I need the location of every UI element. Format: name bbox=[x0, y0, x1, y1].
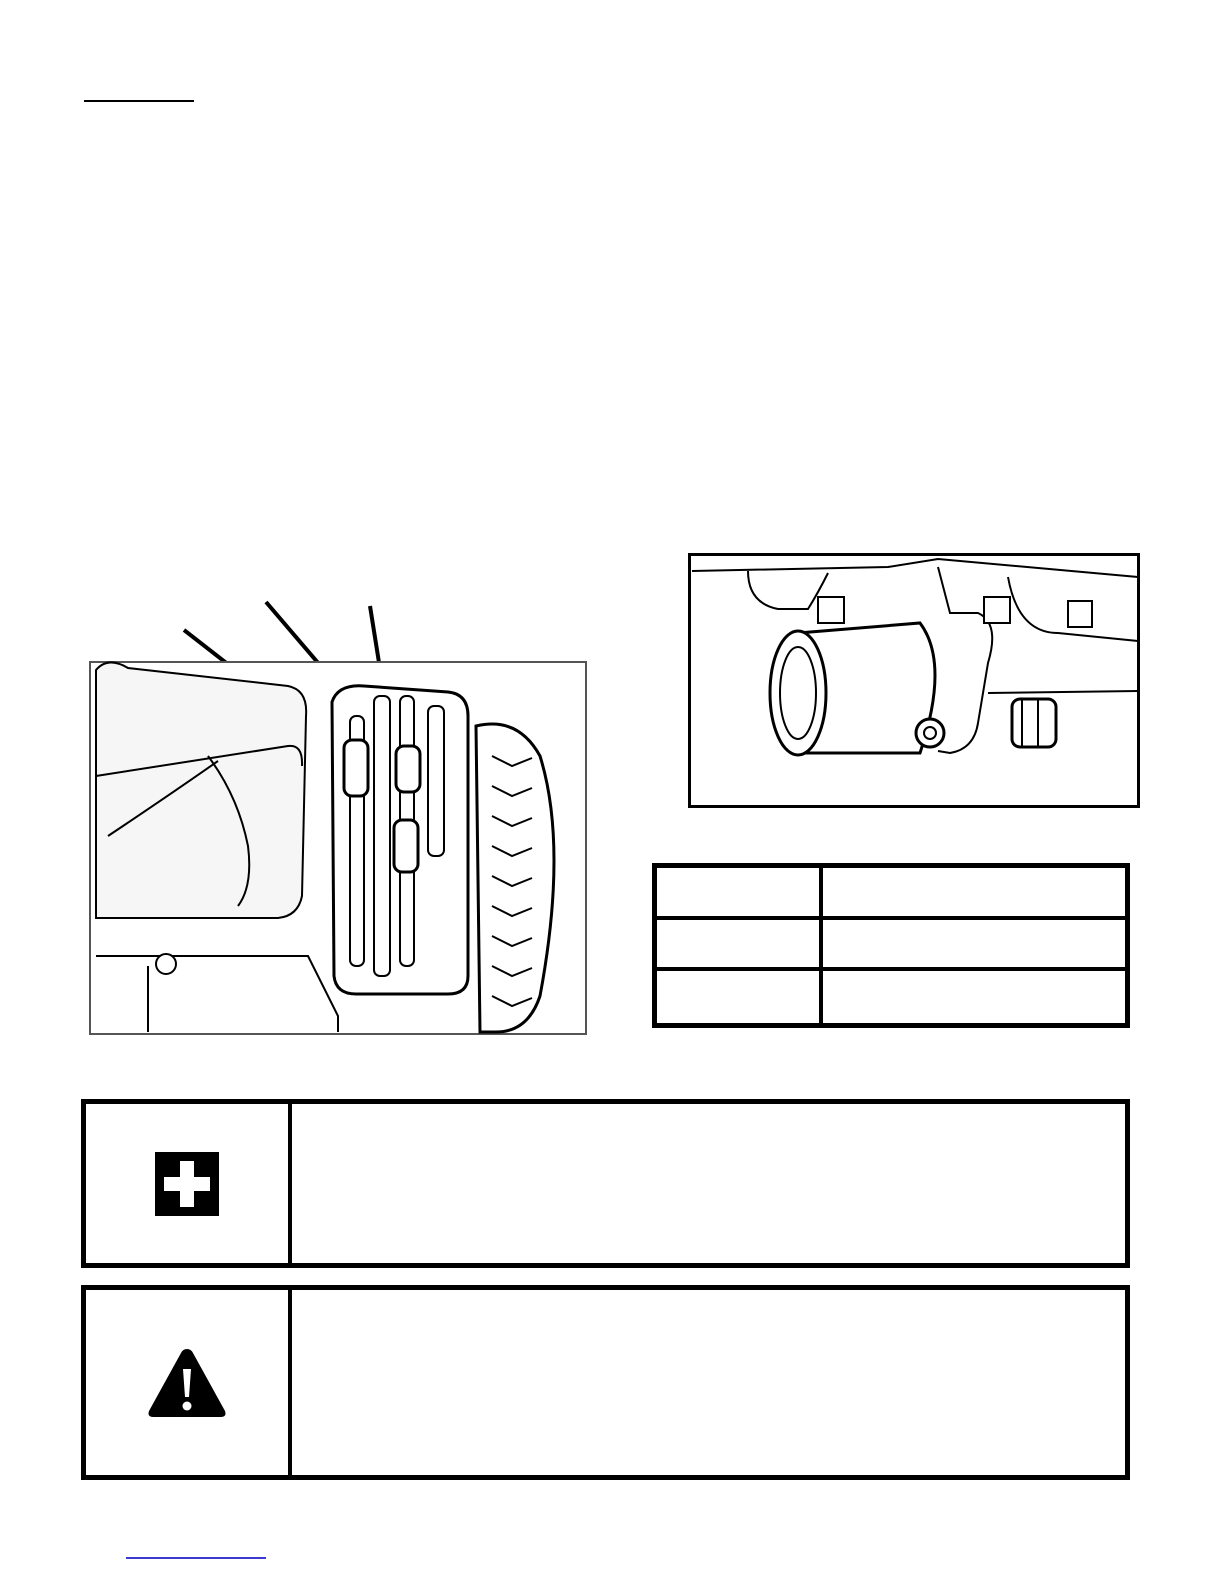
medical-cross-icon bbox=[154, 1151, 220, 1217]
spec-cell bbox=[657, 920, 823, 972]
spec-cell bbox=[823, 868, 1125, 920]
warning-notice bbox=[81, 1285, 1130, 1480]
first-aid-notice bbox=[81, 1099, 1130, 1268]
warning-triangle-icon bbox=[147, 1347, 227, 1419]
notice-text bbox=[292, 1290, 1125, 1475]
spec-cell bbox=[823, 920, 1125, 972]
notice-icon-cell bbox=[86, 1104, 292, 1263]
spec-cell bbox=[823, 971, 1125, 1023]
spec-table bbox=[652, 863, 1130, 1028]
spec-cell bbox=[657, 868, 823, 920]
footer-link-underline[interactable] bbox=[126, 1557, 266, 1559]
pump-fitting-figure bbox=[688, 553, 1140, 808]
heading-underline bbox=[84, 100, 194, 102]
notice-icon-cell bbox=[86, 1290, 292, 1475]
spec-cell bbox=[657, 971, 823, 1023]
notice-text bbox=[292, 1104, 1125, 1263]
control-panel-figure bbox=[88, 596, 588, 1036]
